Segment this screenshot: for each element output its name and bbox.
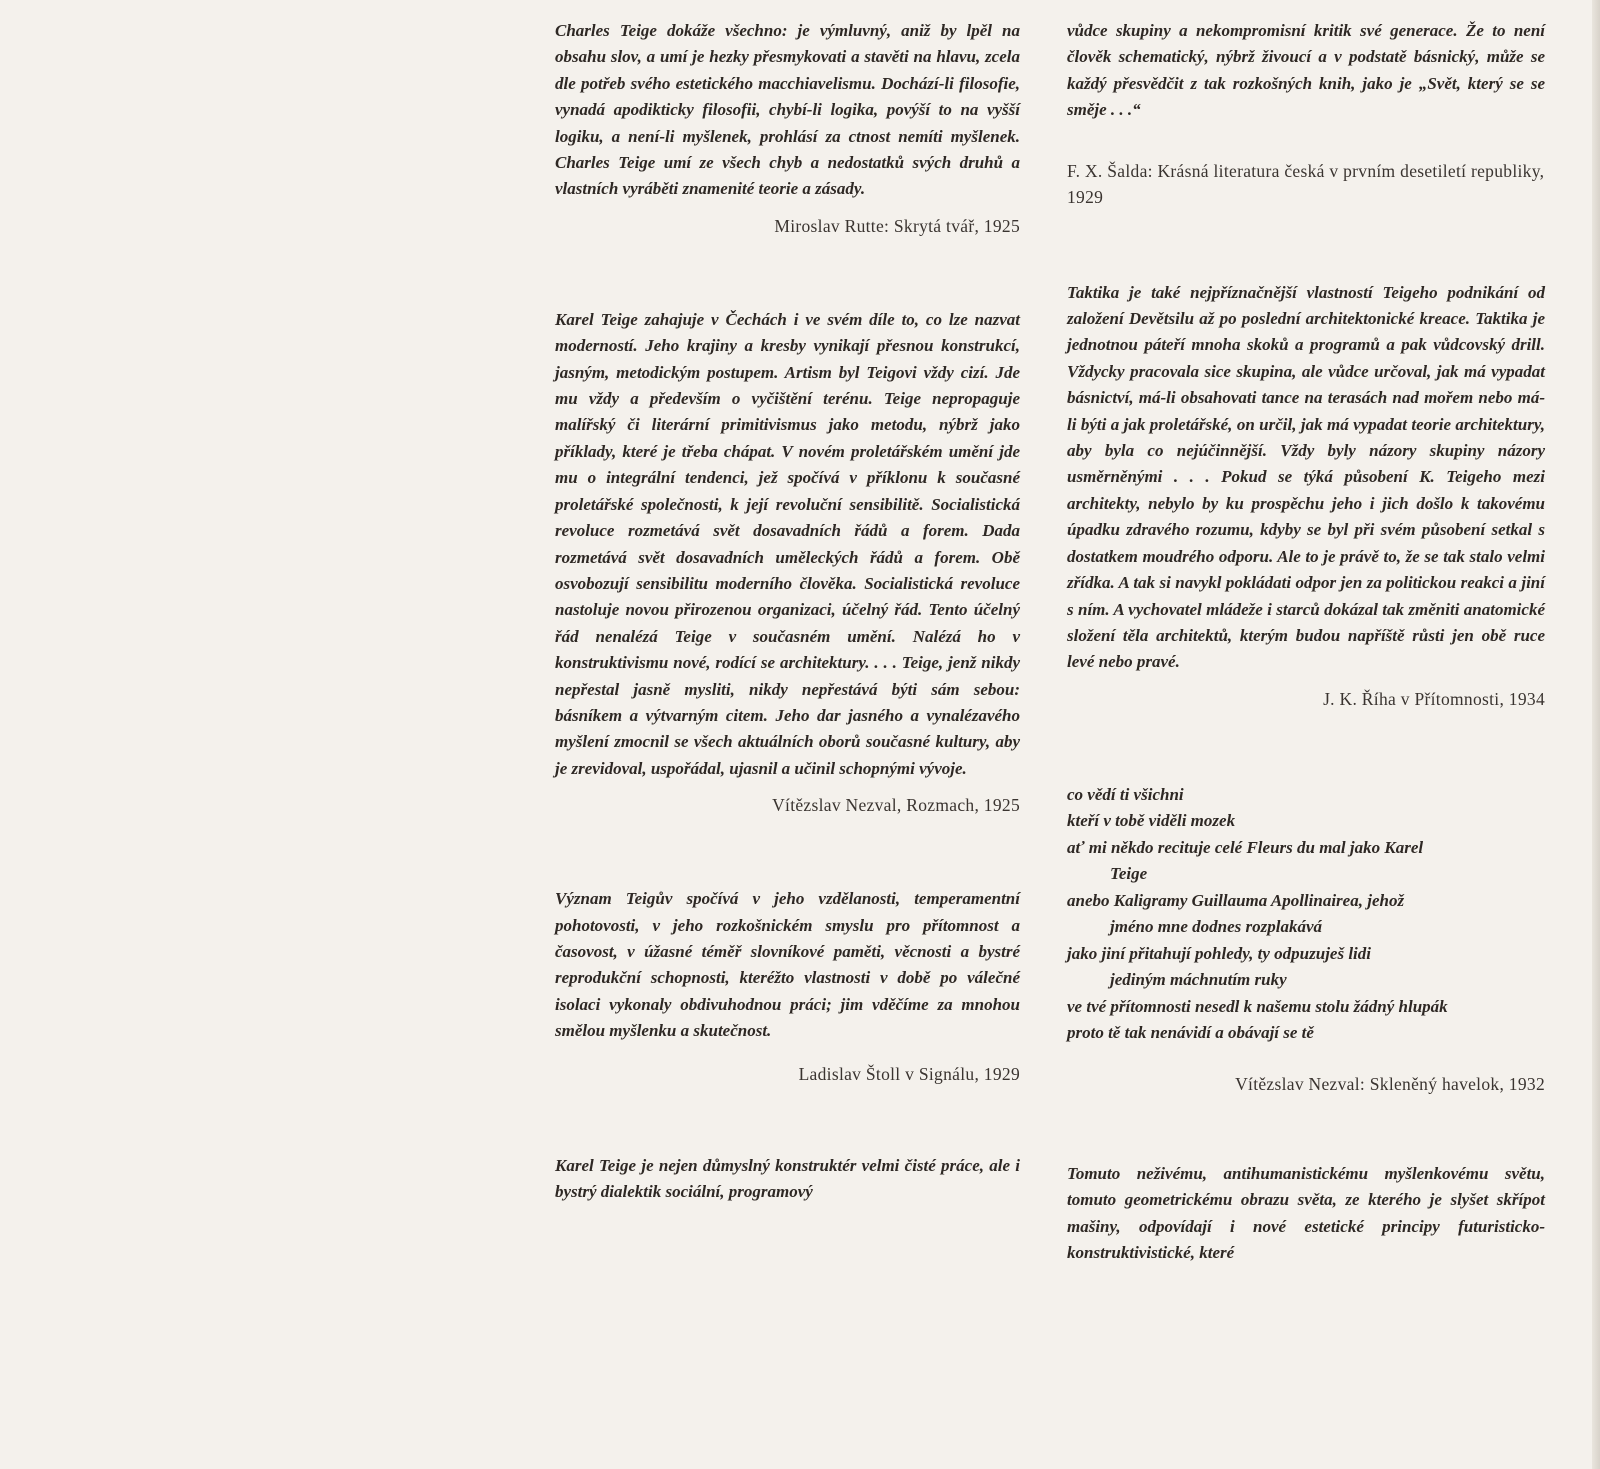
poem-line: co vědí ti všichni: [1067, 784, 1184, 804]
poem-line: jméno mne dodnes rozplakává: [1110, 917, 1323, 937]
quote-konstrukter: [555, 1153, 1020, 1206]
poem-line: kteří v tobě viděli mozek: [1067, 811, 1236, 831]
left-column: [555, 18, 1020, 1205]
quote-attribution: J. K. Říha v Přítomnosti, 1934: [1323, 688, 1545, 709]
quote-rutte: [555, 18, 1020, 239]
poem-line: ve tvé přítomnosti nesedl k našemu stolu žádný hlupák: [1067, 996, 1448, 1016]
quote-antihumanist: [1067, 1161, 1545, 1267]
poem-line: ať mi někdo recituje celé Fleurs du mal jako Karel: [1067, 837, 1424, 857]
quote-nezval-rozmach: [555, 307, 1020, 818]
quote-text: Karel Teige je nejen důmyslný konstruktér velmi čisté práce, ale i bystrý dialektik sociální, programový: [555, 1155, 1020, 1201]
quote-stoll: [555, 886, 1020, 1086]
poem-line: jediným máchnutím ruky: [1110, 970, 1287, 990]
quote-text: Charles Teige dokáže všechno: je výmluvný, aniž by lpěl na obsahu slov, a umí je hezky přesmykovati a stavěti na hlavu, zcela dle potřeb svého estetického macchiavelismu. Dochází-li filosofie, vynadá apodikticky filosofii, chybí-li logika, povýší to na vyšší logiku, a není-li myšlenek, prohlásí za ctnost nemíti myšlenek. Charles Teige umí ze všech chyb a nedostatků svých druhů a vlastních vyráběti znamenité teorie a zásady.: [555, 21, 1020, 199]
poem-line: proto tě tak nenávidí a obávají se tě: [1067, 1023, 1314, 1043]
quote-text: Karel Teige zahajuje v Čechách i ve svém díle to, co lze nazvat moderností. Jeho krajiny a kresby vynikají přesnou konstrukcí, jasným, metodickým postupem. Artism byl Teigovi vždy cizí. Jde mu vždy a především o vyčištění terénu. Teige nepropaguje malířský či literární primitivismus jako metodu, nýbrž jako příklady, které je třeba chápat. V novém proletářském umění jde mu o integrální tendenci, jež spočívá v příklonu k současné proletářské společnosti, k její revoluční sensibilitě. Socialistická revoluce rozmetává svět dosavadních řádů a forem. Dada rozmetává svět dosavadních uměleckých řádů a forem. Obě osvobozují sensibilitu moderního člověka. Socialistická revoluce nastoluje novou přirozenou organizaci, účelný řád. Tento účelný řád nenalézá Teige v současném umění. Nalézá ho v konstruktivismu nové, rodící se architektury. . . . Teige, jenž nikdy nepřestal jasně mysliti, nikdy nepřestává býti sám sebou: básníkem a výtvarným citem. Jeho dar jasného a vynalézavého myšlení zmocnil se všech aktuálních oborů současné kultury, aby je zrevidoval, uspořádal, ujasnil a učinil schopnými vývoje.: [555, 309, 1020, 778]
quote-attribution: Vítězslav Nezval, Rozmach, 1925: [772, 795, 1020, 816]
poem-line: Teige: [1110, 864, 1148, 884]
poem-line: jako jiní přitahují pohledy, ty odpuzuješ lidi: [1067, 943, 1371, 963]
quote-attribution: Vítězslav Nezval: Skleněný havelok, 1932: [1235, 1073, 1545, 1094]
quote-text: Taktika je také nejpříznačnější vlastností Teigeho podnikání od založení Devětsilu až po poslední architektonické kreace. Taktika je jednotnou páteří mnoha skoků a programů a pak vůdcovský drill. Vždycky pracovala sice skupina, ale vůdce určoval, jak má vypadat básnictví, má-li obsahovati tance na terasách nad mořem nebo má-li býti a jak proletářské, on určil, jak má vypadat teorie architektury, aby byla co nejúčinnější. Vždy byly názory skupiny názory usměrněnými . . . Pokud se týká působení K. Teigeho mezi architekty, nebylo by ku prospěchu jeho i jich došlo k takovému úpadku zdravého rozumu, kdyby se byl při svém působení setkal s dostatkem moudrého odporu. Ale to je právě to, že se tak stalo velmi zřídka. A tak si navykl pokládati odpor jen za politickou reakci a jiní s ním. A vychovatel mládeže i starců dokázal tak změniti anatomické složení těla architektů, kterým budou napříště růsti jen obě ruce levé nebo pravé.: [1067, 282, 1545, 672]
poem-lines: [1067, 782, 1545, 1047]
poem-nezval: [1067, 782, 1545, 1097]
quote-salda: [1067, 18, 1545, 210]
quote-riha: [1067, 280, 1545, 712]
quote-attribution: Miroslav Rutte: Skrytá tvář, 1925: [774, 215, 1020, 236]
right-column: [1067, 18, 1545, 1266]
quote-text: vůdce skupiny a nekompromisní kritik své generace. Že to není člověk schematický, nýbrž živoucí a v podstatě básnický, může se každý přesvědčit z tak rozkošných knih, jako je „Svět, který se se směje . . .“: [1067, 21, 1545, 120]
quote-text: Tomuto neživému, antihumanistickému myšlenkovému světu, tomuto geometrickému obrazu světa, ze kterého je slyšet skřípot mašiny, odpovídají i nové estetické principy futuristicko-konstruktivistické, které: [1067, 1163, 1545, 1262]
page-edge: [1592, 0, 1600, 1469]
quote-text: Význam Teigův spočívá v jeho vzdělanosti, temperamentní pohotovosti, v jeho rozkošnickém smyslu pro přítomnost a časovost, v úžasné téměř slovníkové paměti, věcnosti a bystré reprodukční schopnosti, kteréžto vlastnosti v době po válečné isolaci vykonaly obdivuhodnou práci; jim vděčíme za mnohou smělou myšlenku a skutečnost.: [555, 889, 1020, 1041]
quote-attribution: F. X. Šalda: Krásná literatura česká v prvním desetiletí republiky, 1929: [1067, 160, 1545, 207]
poem-line: anebo Kaligramy Guillauma Apollinairea, jehož: [1067, 890, 1405, 910]
quote-attribution: Ladislav Štoll v Signálu, 1929: [798, 1063, 1020, 1084]
